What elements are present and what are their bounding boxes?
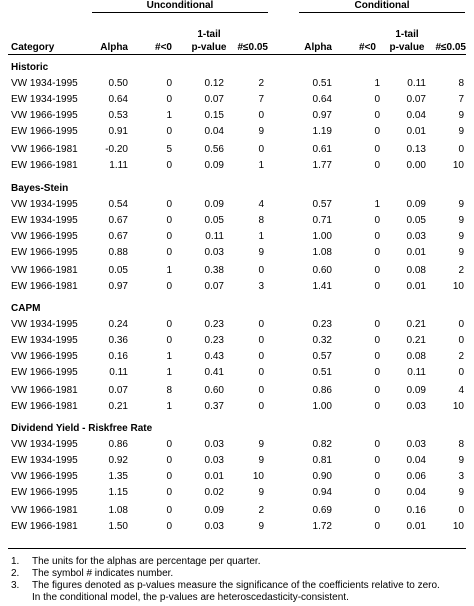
cell-c-le005: 0 [458,144,464,155]
table-row [0,439,474,453]
cell-c-alpha: 0.64 [312,94,332,105]
row-label: EW 1966-1995 [11,247,78,258]
footnote-text: The figures denoted as p-values measure the significance of the coefficients relative to zero. [32,580,440,591]
table-row [0,351,474,365]
footnote-text: The symbol # indicates number. [32,568,174,579]
footnote-number: 2. [11,568,20,579]
cell-u-le005: 1 [258,160,264,171]
col-header-u-pvalue: p-value [191,42,227,53]
row-label: VW 1966-1981 [11,265,78,276]
cell-u-le005: 9 [258,487,264,498]
cell-u-pvalue: 0.02 [204,487,224,498]
cell-c-pvalue: 0.09 [406,385,426,396]
cell-c-alpha: 1.72 [312,521,332,532]
cell-u-alpha: 0.86 [108,439,128,450]
cell-u-le005: 9 [258,439,264,450]
row-label: VW 1934-1995 [11,439,78,450]
cell-c-pvalue: 0.16 [406,505,426,516]
cell-c-lt0: 1 [374,78,380,89]
cell-u-lt0: 0 [166,215,172,226]
cell-u-lt0: 0 [166,439,172,450]
table-row [0,160,474,174]
cell-c-lt0: 0 [374,160,380,171]
cell-u-lt0: 0 [166,521,172,532]
cell-u-pvalue: 0.12 [204,78,224,89]
cell-u-lt0: 1 [166,401,172,412]
section-title: Bayes-Stein [11,183,69,194]
cell-u-alpha: 0.11 [109,367,128,378]
cell-c-pvalue: 0.03 [406,231,426,242]
cell-u-pvalue: 0.23 [204,319,224,330]
cell-c-lt0: 0 [374,385,380,396]
row-label: VW 1966-1995 [11,471,78,482]
cell-c-le005: 2 [458,265,464,276]
cell-u-lt0: 5 [166,144,172,155]
section-title: Dividend Yield - Riskfree Rate [11,423,153,434]
cell-c-lt0: 0 [374,247,380,258]
cell-u-le005: 0 [258,335,264,346]
group-header-conditional: Conditional [354,0,410,11]
cell-u-le005: 0 [258,110,264,121]
cell-c-alpha: 1.00 [312,231,332,242]
cell-u-alpha: 0.50 [108,78,128,89]
cell-c-le005: 7 [458,94,464,105]
cell-u-le005: 9 [258,247,264,258]
cell-u-pvalue: 0.38 [204,265,224,276]
section-title: Historic [11,62,49,73]
table-row [0,471,474,485]
cell-u-le005: 0 [258,385,264,396]
cell-u-pvalue: 0.56 [204,144,224,155]
cell-c-lt0: 0 [374,319,380,330]
table-row [0,505,474,519]
table-row [0,215,474,229]
cell-c-le005: 9 [458,247,464,258]
table-row [0,281,474,295]
row-label: VW 1934-1995 [11,319,78,330]
cell-u-le005: 1 [258,231,264,242]
cell-c-pvalue: 0.11 [407,367,426,378]
cell-u-le005: 9 [258,126,264,137]
cell-u-pvalue: 0.01 [204,471,224,482]
cell-c-pvalue: 0.04 [406,487,426,498]
cell-c-pvalue: 0.05 [406,215,426,226]
table-row [0,247,474,261]
cell-u-le005: 3 [258,281,264,292]
table-row [0,144,474,158]
cell-u-lt0: 0 [166,505,172,516]
table-row [0,231,474,245]
cell-u-pvalue: 0.09 [204,160,224,171]
cell-c-pvalue: 0.08 [406,265,426,276]
table-row [0,521,474,535]
cell-c-pvalue: 0.04 [406,455,426,466]
cell-u-alpha: 0.24 [108,319,128,330]
cell-c-lt0: 0 [374,281,380,292]
cell-u-pvalue: 0.03 [204,521,224,532]
cell-c-le005: 3 [458,471,464,482]
cell-c-lt0: 0 [374,110,380,121]
cell-c-le005: 2 [458,351,464,362]
cell-c-lt0: 1 [374,199,380,210]
row-label: EW 1934-1995 [11,335,78,346]
cell-u-alpha: 0.05 [108,265,128,276]
cell-c-lt0: 0 [374,265,380,276]
cell-c-le005: 0 [458,335,464,346]
cell-u-le005: 9 [258,455,264,466]
row-label: EW 1966-1981 [11,160,78,171]
row-label: VW 1934-1995 [11,78,78,89]
cell-c-lt0: 0 [374,351,380,362]
cell-c-lt0: 0 [374,471,380,482]
cell-u-lt0: 0 [166,335,172,346]
cell-c-le005: 8 [458,439,464,450]
cell-u-lt0: 0 [166,126,172,137]
cell-c-lt0: 0 [374,126,380,137]
table-row [0,265,474,279]
cell-u-alpha: 0.88 [108,247,128,258]
cell-u-pvalue: 0.05 [204,215,224,226]
row-label: EW 1966-1981 [11,521,78,532]
table-row [0,385,474,399]
table-row [0,455,474,469]
cell-u-pvalue: 0.41 [204,367,224,378]
cell-u-alpha: 0.67 [108,215,128,226]
cell-u-alpha: 0.21 [108,401,128,412]
footnote [11,556,260,567]
cell-u-lt0: 8 [166,385,172,396]
footnote [11,568,173,579]
table-row [0,335,474,349]
cell-u-lt0: 0 [166,247,172,258]
cell-u-le005: 2 [258,505,264,516]
cell-u-lt0: 0 [166,471,172,482]
cell-u-alpha: 1.08 [108,505,128,516]
col-header-category: Category [11,42,55,53]
footnote-text: The units for the alphas are percentage per quarter. [32,556,261,567]
cell-c-alpha: 0.94 [312,487,332,498]
cell-c-pvalue: 0.21 [406,319,426,330]
cell-c-le005: 9 [458,215,464,226]
cell-u-le005: 2 [258,78,264,89]
cell-u-lt0: 0 [166,319,172,330]
cell-u-le005: 7 [258,94,264,105]
cell-c-lt0: 0 [374,94,380,105]
cell-u-alpha: 0.91 [108,126,128,137]
cell-c-lt0: 0 [374,367,380,378]
cell-c-pvalue: 0.01 [406,281,426,292]
cell-u-alpha: 0.16 [108,351,128,362]
col-header-c-pvalue: p-value [389,42,425,53]
cell-c-pvalue: 0.09 [406,199,426,210]
cell-c-pvalue: 0.06 [406,471,426,482]
row-label: EW 1966-1995 [11,487,78,498]
cell-c-lt0: 0 [374,335,380,346]
cell-c-pvalue: 0.01 [406,126,426,137]
footnote-number: 1. [11,556,20,567]
cell-u-pvalue: 0.07 [204,94,224,105]
cell-c-alpha: 0.23 [312,319,332,330]
cell-u-lt0: 0 [166,94,172,105]
cell-c-pvalue: 0.07 [406,94,426,105]
cell-c-alpha: 0.60 [312,265,332,276]
table-row [0,126,474,140]
col-header-u-pvalue-top: 1-tail [197,29,221,40]
col-header-u-alpha: Alpha [100,42,128,53]
cell-c-alpha: 0.81 [312,455,332,466]
cell-c-alpha: 0.71 [312,215,332,226]
cell-u-alpha: 0.64 [108,94,128,105]
cell-c-alpha: 0.97 [312,110,332,121]
table-row [0,78,474,92]
row-label: EW 1966-1981 [11,281,78,292]
cell-c-alpha: 1.08 [312,247,332,258]
row-label: EW 1934-1995 [11,215,78,226]
cell-u-alpha: 1.50 [108,521,128,532]
cell-u-pvalue: 0.09 [204,505,224,516]
cell-u-pvalue: 0.07 [204,281,224,292]
cell-u-le005: 0 [258,367,264,378]
row-label: VW 1966-1981 [11,144,78,155]
cell-u-alpha: 1.35 [108,471,128,482]
cell-c-le005: 9 [458,126,464,137]
group-underline-unconditional [92,12,268,13]
footnote-text: In the conditional model, the p-values are heteroscedasticity-consistent. [32,592,349,603]
col-header-u-lt0: #<0 [155,42,172,53]
footnote-number: 3. [11,580,20,591]
row-label: EW 1934-1995 [11,455,78,466]
cell-u-pvalue: 0.60 [204,385,224,396]
cell-u-lt0: 0 [166,199,172,210]
cell-u-alpha: 1.11 [109,160,128,171]
cell-c-pvalue: 0.13 [406,144,426,155]
table-row [0,401,474,415]
cell-c-le005: 9 [458,231,464,242]
cell-c-alpha: 0.86 [312,385,332,396]
cell-c-alpha: 0.51 [312,78,332,89]
cell-c-pvalue: 0.01 [406,521,426,532]
row-label: EW 1966-1995 [11,367,78,378]
row-label: VW 1966-1995 [11,231,78,242]
cell-u-pvalue: 0.43 [204,351,224,362]
cell-u-lt0: 0 [166,455,172,466]
row-label: VW 1966-1981 [11,505,78,516]
cell-c-lt0: 0 [374,439,380,450]
cell-u-lt0: 0 [166,487,172,498]
cell-c-alpha: 0.61 [312,144,332,155]
cell-c-le005: 0 [458,319,464,330]
col-header-u-le005: #≤0.05 [237,42,268,53]
cell-c-le005: 10 [452,401,464,412]
table-row [0,94,474,108]
cell-c-alpha: 1.19 [312,126,332,137]
cell-u-alpha: -0.20 [105,144,128,155]
cell-u-lt0: 1 [166,367,172,378]
cell-u-pvalue: 0.03 [204,247,224,258]
row-label: VW 1934-1995 [11,199,78,210]
bottom-rule [8,548,466,549]
cell-c-pvalue: 0.21 [406,335,426,346]
header-rule [8,54,466,55]
cell-c-lt0: 0 [374,455,380,466]
cell-c-alpha: 0.82 [312,439,332,450]
cell-c-pvalue: 0.04 [406,110,426,121]
cell-c-lt0: 0 [374,505,380,516]
cell-u-lt0: 1 [166,351,172,362]
cell-u-le005: 0 [258,401,264,412]
cell-c-alpha: 0.32 [312,335,332,346]
cell-u-alpha: 0.92 [108,455,128,466]
cell-u-pvalue: 0.03 [204,439,224,450]
cell-u-pvalue: 0.03 [204,455,224,466]
cell-c-alpha: 1.77 [312,160,332,171]
cell-c-alpha: 1.41 [312,281,332,292]
cell-u-pvalue: 0.23 [204,335,224,346]
row-label: EW 1966-1995 [11,126,78,137]
cell-c-le005: 9 [458,487,464,498]
cell-c-lt0: 0 [374,521,380,532]
cell-u-le005: 0 [258,265,264,276]
cell-c-pvalue: 0.00 [406,160,426,171]
row-label: VW 1966-1995 [11,351,78,362]
cell-u-le005: 10 [252,471,264,482]
cell-c-pvalue: 0.11 [407,78,426,89]
col-header-c-le005: #≤0.05 [435,42,466,53]
cell-c-lt0: 0 [374,487,380,498]
row-label: EW 1966-1981 [11,401,78,412]
cell-u-pvalue: 0.09 [204,199,224,210]
col-header-c-alpha: Alpha [304,42,332,53]
cell-c-le005: 10 [452,160,464,171]
cell-u-lt0: 0 [166,281,172,292]
cell-c-le005: 9 [458,199,464,210]
cell-c-pvalue: 0.03 [406,401,426,412]
cell-c-le005: 8 [458,78,464,89]
cell-c-lt0: 0 [374,231,380,242]
cell-u-le005: 0 [258,319,264,330]
group-header-unconditional: Unconditional [146,0,214,11]
footnote [11,592,349,603]
cell-c-alpha: 0.90 [312,471,332,482]
cell-u-alpha: 0.67 [108,231,128,242]
cell-c-lt0: 0 [374,144,380,155]
cell-u-alpha: 1.15 [108,487,128,498]
cell-u-lt0: 1 [166,265,172,276]
cell-c-alpha: 1.00 [312,401,332,412]
row-label: EW 1934-1995 [11,94,78,105]
group-underline-conditional [299,12,465,13]
cell-c-lt0: 0 [374,215,380,226]
table-row [0,319,474,333]
cell-u-alpha: 0.53 [108,110,128,121]
table-row [0,367,474,381]
cell-u-alpha: 0.36 [108,335,128,346]
cell-c-le005: 0 [458,505,464,516]
cell-u-pvalue: 0.04 [204,126,224,137]
cell-u-pvalue: 0.15 [204,110,224,121]
cell-c-alpha: 0.69 [312,505,332,516]
row-label: VW 1966-1995 [11,110,78,121]
row-label: VW 1966-1981 [11,385,78,396]
table-row [0,110,474,124]
cell-u-le005: 8 [258,215,264,226]
cell-u-pvalue: 0.11 [205,231,224,242]
cell-u-alpha: 0.97 [108,281,128,292]
cell-c-alpha: 0.57 [312,199,332,210]
cell-u-le005: 0 [258,351,264,362]
cell-u-lt0: 0 [166,160,172,171]
col-header-c-pvalue-top: 1-tail [395,29,419,40]
cell-u-alpha: 0.07 [108,385,128,396]
cell-u-pvalue: 0.37 [204,401,224,412]
section-title: CAPM [11,303,41,314]
footnote [11,580,440,591]
cell-c-le005: 4 [458,385,464,396]
cell-u-le005: 9 [258,521,264,532]
table-row [0,199,474,213]
cell-c-pvalue: 0.08 [406,351,426,362]
table-row [0,487,474,501]
col-header-c-lt0: #<0 [359,42,376,53]
cell-u-lt0: 1 [166,110,172,121]
cell-u-lt0: 0 [166,231,172,242]
cell-c-le005: 9 [458,455,464,466]
cell-c-pvalue: 0.01 [406,247,426,258]
cell-c-pvalue: 0.03 [406,439,426,450]
cell-u-le005: 0 [258,144,264,155]
cell-c-le005: 10 [452,521,464,532]
cell-c-le005: 10 [452,281,464,292]
cell-u-lt0: 0 [166,78,172,89]
cell-u-le005: 4 [258,199,264,210]
cell-c-le005: 0 [458,367,464,378]
cell-c-le005: 9 [458,110,464,121]
cell-c-lt0: 0 [374,401,380,412]
cell-c-alpha: 0.57 [312,351,332,362]
cell-c-alpha: 0.51 [312,367,332,378]
cell-u-alpha: 0.54 [108,199,128,210]
